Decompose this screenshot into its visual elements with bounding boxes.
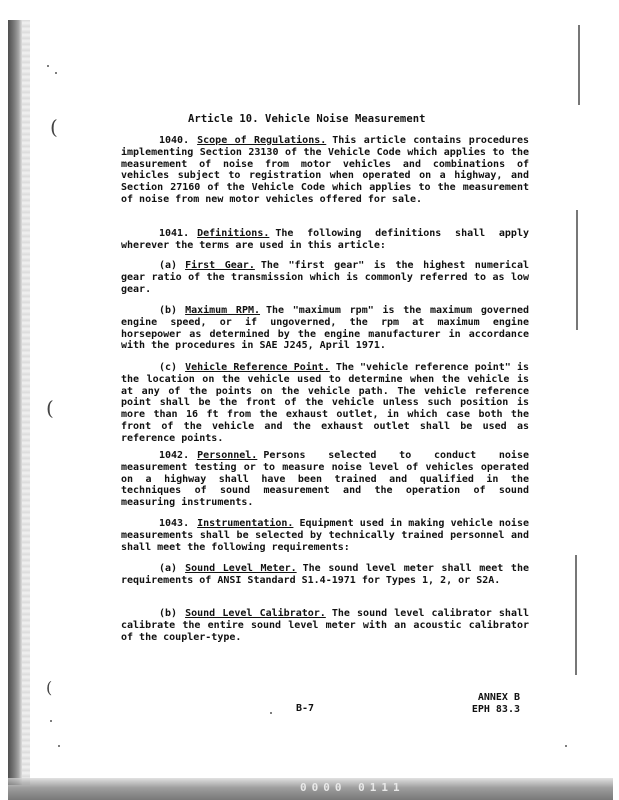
subsection-sound-level-meter	[121, 563, 529, 587]
section-text: This article contains procedures implementing Section 23130 of the Vehicle Code which applies to the measurement of noise from motor vehicles and combinations of vehicles subject to registration when operated on a highway, and Section 27160 of the Vehicle Code which applies to the measurement of noise from new motor vehicles offered for sale.	[121, 135, 529, 205]
section-heading: Personnel.	[197, 450, 258, 461]
subsection-sound-level-calibrator	[121, 608, 529, 643]
section-1042	[121, 450, 529, 509]
section-1040	[121, 135, 529, 206]
subsection-letter: (a)	[159, 260, 178, 271]
scan-edge-shadow	[8, 20, 22, 785]
subsection-maximum-rpm	[121, 305, 529, 352]
subsection-letter: (b)	[159, 608, 178, 619]
scan-speck	[565, 745, 567, 747]
section-number: 1042.	[159, 450, 190, 461]
subsection-text: The "maximum rpm" is the maximum governed engine speed, or if ungoverned, the rpm at maximum engine horsepower as determined by the engine manufacturer in accordance with the procedures in SAE J245, April 1971.	[121, 305, 530, 352]
subsection-heading: Sound Level Calibrator.	[185, 608, 326, 619]
scan-artifact-line	[578, 25, 580, 105]
page-number: B-7	[296, 703, 315, 714]
subsection-text: The sound level calibrator shall calibrate the entire sound level meter with an acoustic calibrator of the coupler-type.	[121, 608, 529, 643]
annex-reference: EPH 83.3	[471, 704, 520, 715]
scan-speck	[50, 720, 52, 722]
section-number: 1040.	[159, 135, 190, 146]
subsection-letter: (a)	[159, 563, 178, 574]
binding-hole-mark: (	[50, 115, 58, 139]
annex-label: ANNEX B	[477, 692, 520, 703]
subsection-heading: Vehicle Reference Point.	[185, 362, 330, 373]
scan-speck	[270, 712, 272, 714]
subsection-heading: Sound Level Meter.	[185, 563, 297, 574]
scan-speck	[55, 72, 57, 74]
scan-speck	[58, 745, 60, 747]
section-heading: Instrumentation.	[197, 518, 294, 529]
section-1043	[121, 518, 529, 553]
subsection-first-gear	[121, 260, 529, 295]
subsection-text: The "vehicle reference point" is the location on the vehicle used to determine when the vehicle is at any of the points on the vehicle path. The vehicle reference point shall be the front of the vehicle unless such position is more than 16 ft from the exhaust outlet, in which case both the front of the vehicle and the exhaust outlet shall be used as reference points.	[121, 362, 530, 444]
subsection-text: The "first gear" is the highest numerical gear ratio of the transmission which is commonly referred to as low gear.	[121, 260, 529, 295]
section-1041	[121, 228, 529, 252]
binding-hole-mark: (	[46, 678, 53, 697]
subsection-letter: (b)	[159, 305, 178, 316]
section-number: 1041.	[159, 228, 190, 239]
section-text: The following definitions shall apply wherever the terms are used in this article:	[121, 228, 529, 251]
scan-speck	[47, 65, 49, 67]
subsection-heading: First Gear.	[185, 260, 255, 271]
section-text: Persons selected to conduct noise measurement testing or to measure noise level of vehicles operated on a highway shall have been trained and qualified in the techniques of sound measurement and the operation of sound measuring instruments.	[121, 450, 529, 509]
subsection-letter: (c)	[159, 362, 178, 373]
microfilm-frame-number: 0000 0111	[300, 781, 405, 794]
section-text: Equipment used in making vehicle noise measurements shall be selected by technically trained personnel and shall meet the following requirements:	[121, 518, 529, 553]
subsection-heading: Maximum RPM.	[185, 305, 261, 316]
section-number: 1043.	[159, 518, 190, 529]
subsection-text: The sound level meter shall meet the requirements of ANSI Standard S1.4-1971 for Types 1, 2, or S2A.	[121, 563, 529, 586]
scan-artifact-line	[575, 555, 577, 675]
section-heading: Scope of Regulations.	[197, 135, 327, 146]
binding-hole-mark: (	[46, 396, 54, 420]
section-heading: Definitions.	[197, 228, 270, 239]
subsection-vehicle-reference-point	[121, 362, 529, 445]
scan-artifact-line	[576, 210, 578, 330]
article-title: Article 10. Vehicle Noise Measurement	[188, 113, 426, 125]
scan-edge-noise	[22, 20, 30, 785]
